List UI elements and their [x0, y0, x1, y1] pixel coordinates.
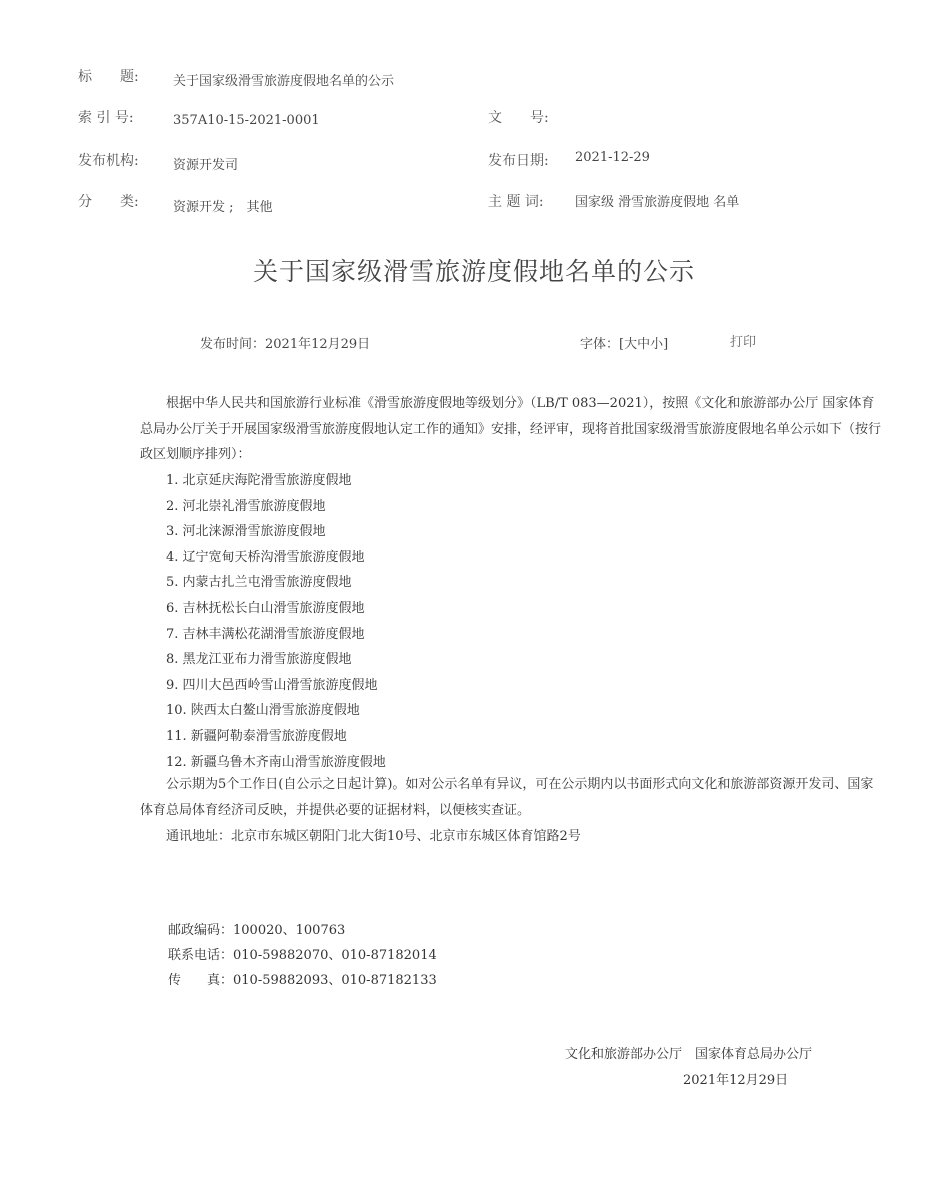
- list-item: 5. 内蒙古扎兰屯滑雪旅游度假地: [166, 575, 352, 591]
- keywords-label: 主 题 词:: [488, 194, 544, 210]
- pub-date-label: 发布日期:: [488, 153, 549, 169]
- publisher-label: 发布机构:: [78, 153, 139, 169]
- title-value: 关于国家级滑雪旅游度假地名单的公示: [173, 74, 395, 89]
- contact-address: 通讯地址：北京市东城区朝阳门北大街10号、北京市东城区体育馆路2号: [166, 829, 581, 844]
- index-label: 索 引 号:: [78, 110, 134, 126]
- phone: 联系电话：010-59882070、010-87182014: [168, 948, 437, 963]
- pub-date-value: 2021-12-29: [575, 150, 650, 165]
- list-item: 10. 陕西太白鳌山滑雪旅游度假地: [166, 703, 360, 719]
- category-value: 资源开发 ; 其他: [173, 200, 273, 215]
- print-link[interactable]: 打印: [730, 335, 757, 350]
- list-item: 11. 新疆阿勒泰滑雪旅游度假地: [166, 728, 347, 744]
- list-item: 9. 四川大邑西岭雪山滑雪旅游度假地: [166, 677, 378, 693]
- signature: 文化和旅游部办公厅 国家体育总局办公厅: [565, 1047, 813, 1062]
- keywords-value: 国家级 滑雪旅游度假地 名单: [575, 195, 740, 210]
- list-item: 1. 北京延庆海陀滑雪旅游度假地: [166, 473, 352, 488]
- sign-date: 2021年12月29日: [683, 1073, 789, 1088]
- resort-list: [166, 468, 386, 775]
- font-size-selector[interactable]: 字体：[大中小]: [580, 337, 669, 352]
- list-item: 2. 河北崇礼滑雪旅游度假地: [166, 498, 326, 514]
- intro-paragraph: 根据中华人民共和国旅游行业标准《滑雪旅游度假地等级划分》（LB/T 083—2021），按照《文化和旅游部办公厅 国家体育总局办公厅关于开展国家级滑雪旅游度假地认定工作的通知》安排，经评审，现将首批国家级滑雪旅游度假地名单公示如下（按行政区划顺序排列）：: [140, 396, 882, 462]
- document-title: 关于国家级滑雪旅游度假地名单的公示: [252, 257, 695, 286]
- index-value: 357A10-15-2021-0001: [173, 113, 320, 128]
- list-item: 6. 吉林抚松长白山滑雪旅游度假地: [166, 600, 365, 616]
- list-item: 4. 辽宁宽甸天桥沟滑雪旅游度假地: [166, 549, 365, 565]
- list-item: 12. 新疆乌鲁木齐南山滑雪旅游度假地: [166, 754, 386, 770]
- list-item: 8. 黑龙江亚布力滑雪旅游度假地: [166, 652, 352, 668]
- category-label: 分 类:: [78, 194, 139, 210]
- list-item: 3. 河北涞源滑雪旅游度假地: [166, 524, 326, 540]
- postcode: 邮政编码：100020、100763: [168, 923, 346, 938]
- publish-time: 发布时间：2021年12月29日: [200, 337, 371, 352]
- notice-paragraph: 公示期为5个工作日(自公示之日起计算)。如对公示名单有异议，可在公示期内以书面形式向文化和旅游部资源开发司、国家体育总局体育经济司反映，并提供必要的证据材料，以便核实查证。: [140, 777, 874, 818]
- fax: 传 真：010-59882093、010-87182133: [168, 973, 437, 988]
- doc-no-label: 文 号:: [488, 110, 549, 126]
- publisher-value: 资源开发司: [173, 158, 239, 173]
- list-item: 7. 吉林丰满松花湖滑雪旅游度假地: [166, 626, 365, 642]
- title-label: 标 题:: [78, 69, 139, 85]
